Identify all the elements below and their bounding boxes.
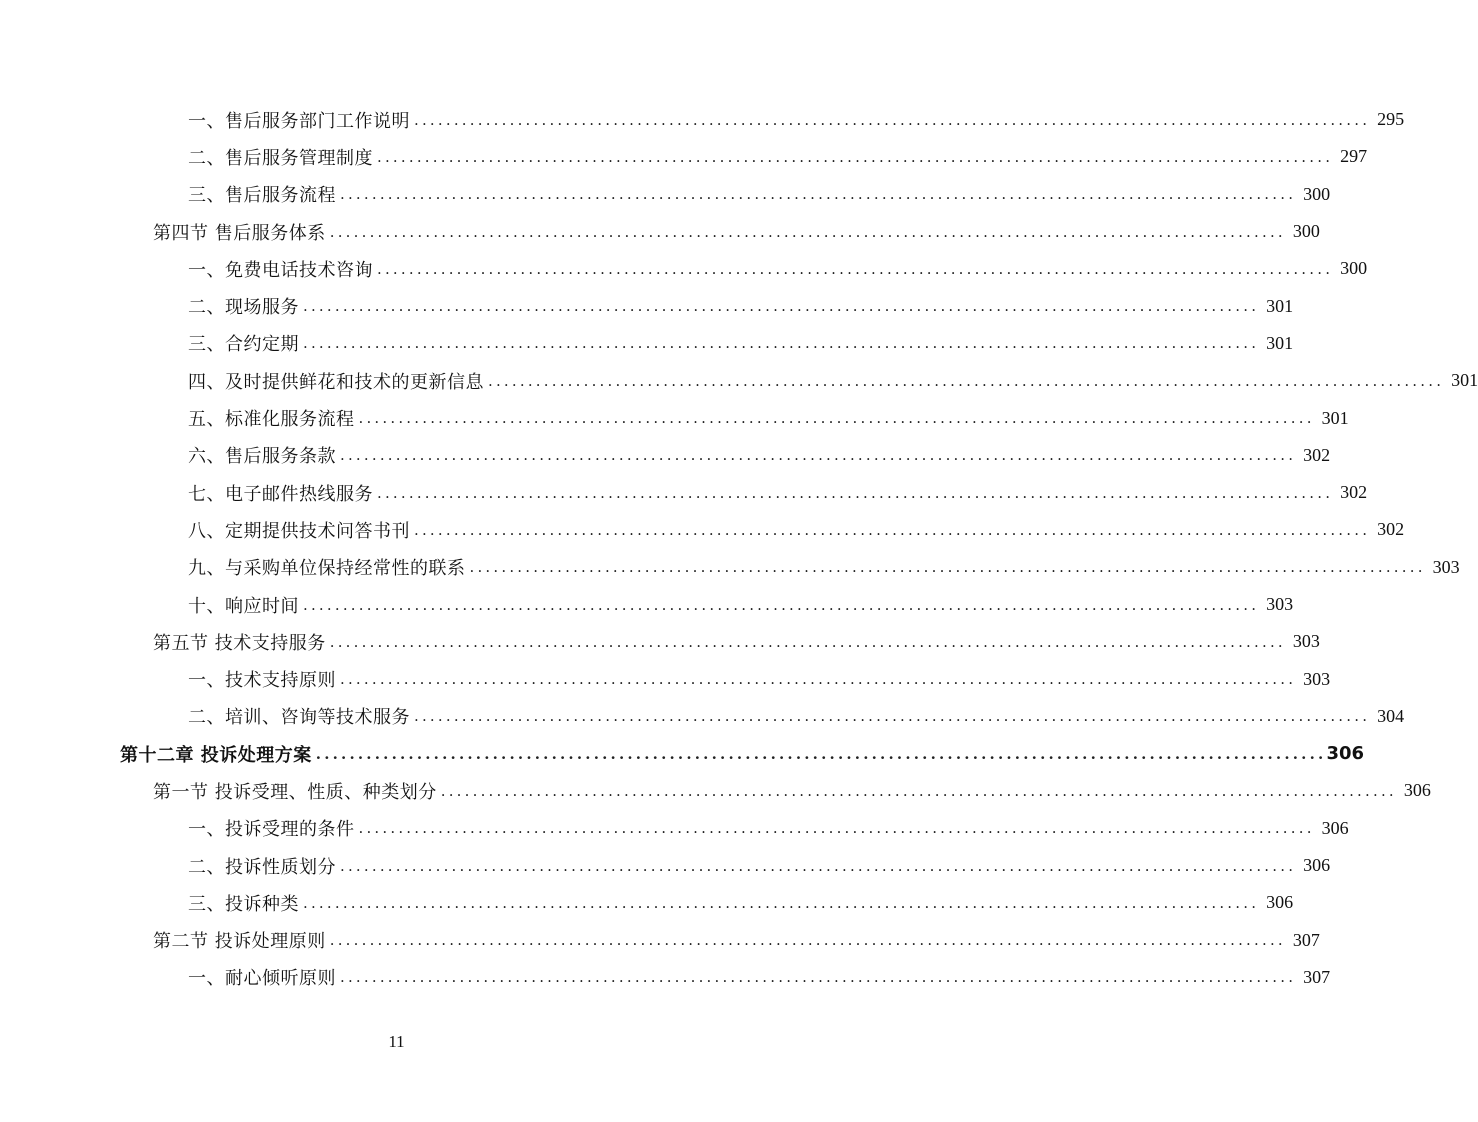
toc-entry-label: 九、与采购单位保持经常性的联系 [188,558,466,580]
toc-leader-dots: ........................................................................................................................ [340,185,1297,204]
toc-entry[interactable] [0,474,1368,511]
toc-leader-dots: ........................................................................................................................ [414,110,1371,129]
toc-entry-page: 302 [1340,482,1368,503]
toc-entry[interactable] [0,250,1368,287]
toc-entry-page: 303 [1432,556,1460,577]
toc-entry[interactable] [0,399,1349,436]
toc-entry-label: 八、定期提供技术问答书刊 [188,520,410,542]
toc-entry-page: 301 [1266,295,1294,316]
toc-entry[interactable] [0,847,1331,884]
toc-entry-label: 二、售后服务管理制度 [188,147,373,169]
toc-entry-page: 300 [1303,183,1331,204]
toc-entry-label: 五、标准化服务流程 [188,409,355,431]
toc-entry-page: 300 [1292,221,1320,242]
toc-entry[interactable] [0,213,1320,250]
toc-entry-page: 303 [1266,594,1294,614]
toc-entry[interactable] [0,101,1405,138]
toc-entry[interactable] [0,884,1294,921]
toc-entry-page: 303 [1303,668,1331,689]
toc-entry-label: 七、电子邮件热线服务 [188,483,373,505]
toc-entry-label: 一、投诉受理的条件 [188,819,355,841]
toc-entry-label: 第五节 技术支持服务 [153,632,326,654]
toc-entry[interactable] [0,176,1331,213]
toc-entry[interactable] [0,362,1478,399]
toc-entry-page: 307 [1292,929,1320,950]
toc-leader-dots: ........................................................................................................................ [488,371,1445,390]
toc-leader-dots: ........................................................................................................................ [303,334,1260,353]
toc-leader-dots: ........................................................................................................................ [377,483,1334,502]
toc-entry[interactable] [0,325,1294,362]
toc-entry-label: 四、及时提供鲜花和技术的更新信息 [188,371,484,393]
toc-entry-label: 一、免费电话技术咨询 [188,259,373,281]
toc-entry[interactable] [0,698,1405,735]
toc-leader-dots: ........................................................................................................................ [303,595,1260,614]
toc-entry-page: 307 [1303,966,1331,987]
toc-entry[interactable] [0,623,1320,660]
toc-entry-page: 300 [1340,258,1368,279]
table-of-contents [0,101,1478,996]
toc-leader-dots: ........................................................................................................................ [358,819,1315,838]
toc-entry-page: 302 [1377,519,1405,540]
toc-leader-dots: ........................................................................................................................ [414,520,1371,539]
toc-entry-label: 三、售后服务流程 [188,185,336,207]
toc-leader-dots: ........................................................................................................................ [303,297,1260,316]
toc-entry-label: 一、技术支持原则 [188,670,336,692]
toc-entry[interactable] [0,810,1349,847]
toc-entry-label: 三、投诉种类 [188,893,299,915]
toc-entry-page: 306 [1266,892,1294,913]
page-number: 11 [388,1032,405,1051]
toc-leader-dots: ........................................................................................................................ [340,670,1297,689]
toc-entry[interactable] [0,437,1331,474]
toc-leader-dots: ........................................................................................................................ [377,147,1334,166]
toc-entry-page: 297 [1340,146,1368,167]
toc-entry-page: 302 [1303,444,1331,465]
toc-entry-label: 第一节 投诉受理、性质、种类划分 [153,781,437,803]
toc-entry[interactable] [0,511,1405,548]
toc-entry-label: 十、响应时间 [188,595,299,617]
toc-leader-dots: ........................................................................................................................ [340,856,1297,875]
toc-entry-label: 一、耐心倾听原则 [188,968,336,990]
toc-entry-page: 306 [1403,780,1431,801]
toc-entry[interactable] [0,138,1368,175]
toc-entry-label: 第二节 投诉处理原则 [153,931,326,953]
toc-leader-dots: ........................................................................................................................ [329,222,1286,241]
toc-entry-page: 295 [1377,109,1405,130]
toc-leader-dots: ........................................................................................................................ [469,558,1426,577]
toc-entry[interactable] [0,735,1365,772]
toc-leader-dots: ........................................................................................................................ [315,744,1327,763]
toc-entry-label: 二、培训、咨询等技术服务 [188,707,410,729]
toc-entry-label: 二、投诉性质划分 [188,856,336,878]
toc-entry-label: 一、售后服务部门工作说明 [188,110,410,132]
toc-leader-dots: ........................................................................................................................ [414,707,1371,726]
toc-entry-page: 301 [1266,332,1294,353]
toc-entry-label: 六、售后服务条款 [188,446,336,468]
toc-entry[interactable] [0,959,1331,996]
toc-entry[interactable] [0,287,1294,324]
toc-entry-page: 306 [1321,817,1349,838]
toc-entry-label: 三、合约定期 [188,334,299,356]
toc-entry-label: 二、现场服务 [188,297,299,319]
toc-entry-page: 301 [1451,370,1478,391]
toc-entry-page: 306 [1326,743,1365,765]
toc-entry-label: 第四节 售后服务体系 [153,222,326,244]
toc-entry-page: 304 [1377,705,1405,726]
toc-entry[interactable] [0,660,1331,697]
toc-leader-dots: ........................................................................................................................ [377,259,1334,278]
toc-entry[interactable] [0,922,1320,959]
toc-leader-dots: ........................................................................................................................ [358,409,1315,428]
toc-entry-label: 第十二章 投诉处理方案 [120,744,312,766]
toc-leader-dots: ........................................................................................................................ [340,446,1297,465]
toc-entry[interactable] [0,549,1460,586]
toc-entry[interactable] [0,772,1431,809]
toc-leader-dots: ........................................................................................................................ [340,968,1297,987]
toc-leader-dots: ........................................................................................................................ [329,931,1286,950]
toc-leader-dots: ........................................................................................................................ [440,781,1397,800]
toc-leader-dots: ........................................................................................................................ [303,893,1260,912]
toc-entry-page: 306 [1303,855,1331,876]
toc-leader-dots: ........................................................................................................................ [329,632,1286,651]
toc-entry[interactable] [0,586,1294,623]
toc-entry-page: 301 [1321,407,1349,428]
toc-entry-page: 303 [1292,631,1320,652]
